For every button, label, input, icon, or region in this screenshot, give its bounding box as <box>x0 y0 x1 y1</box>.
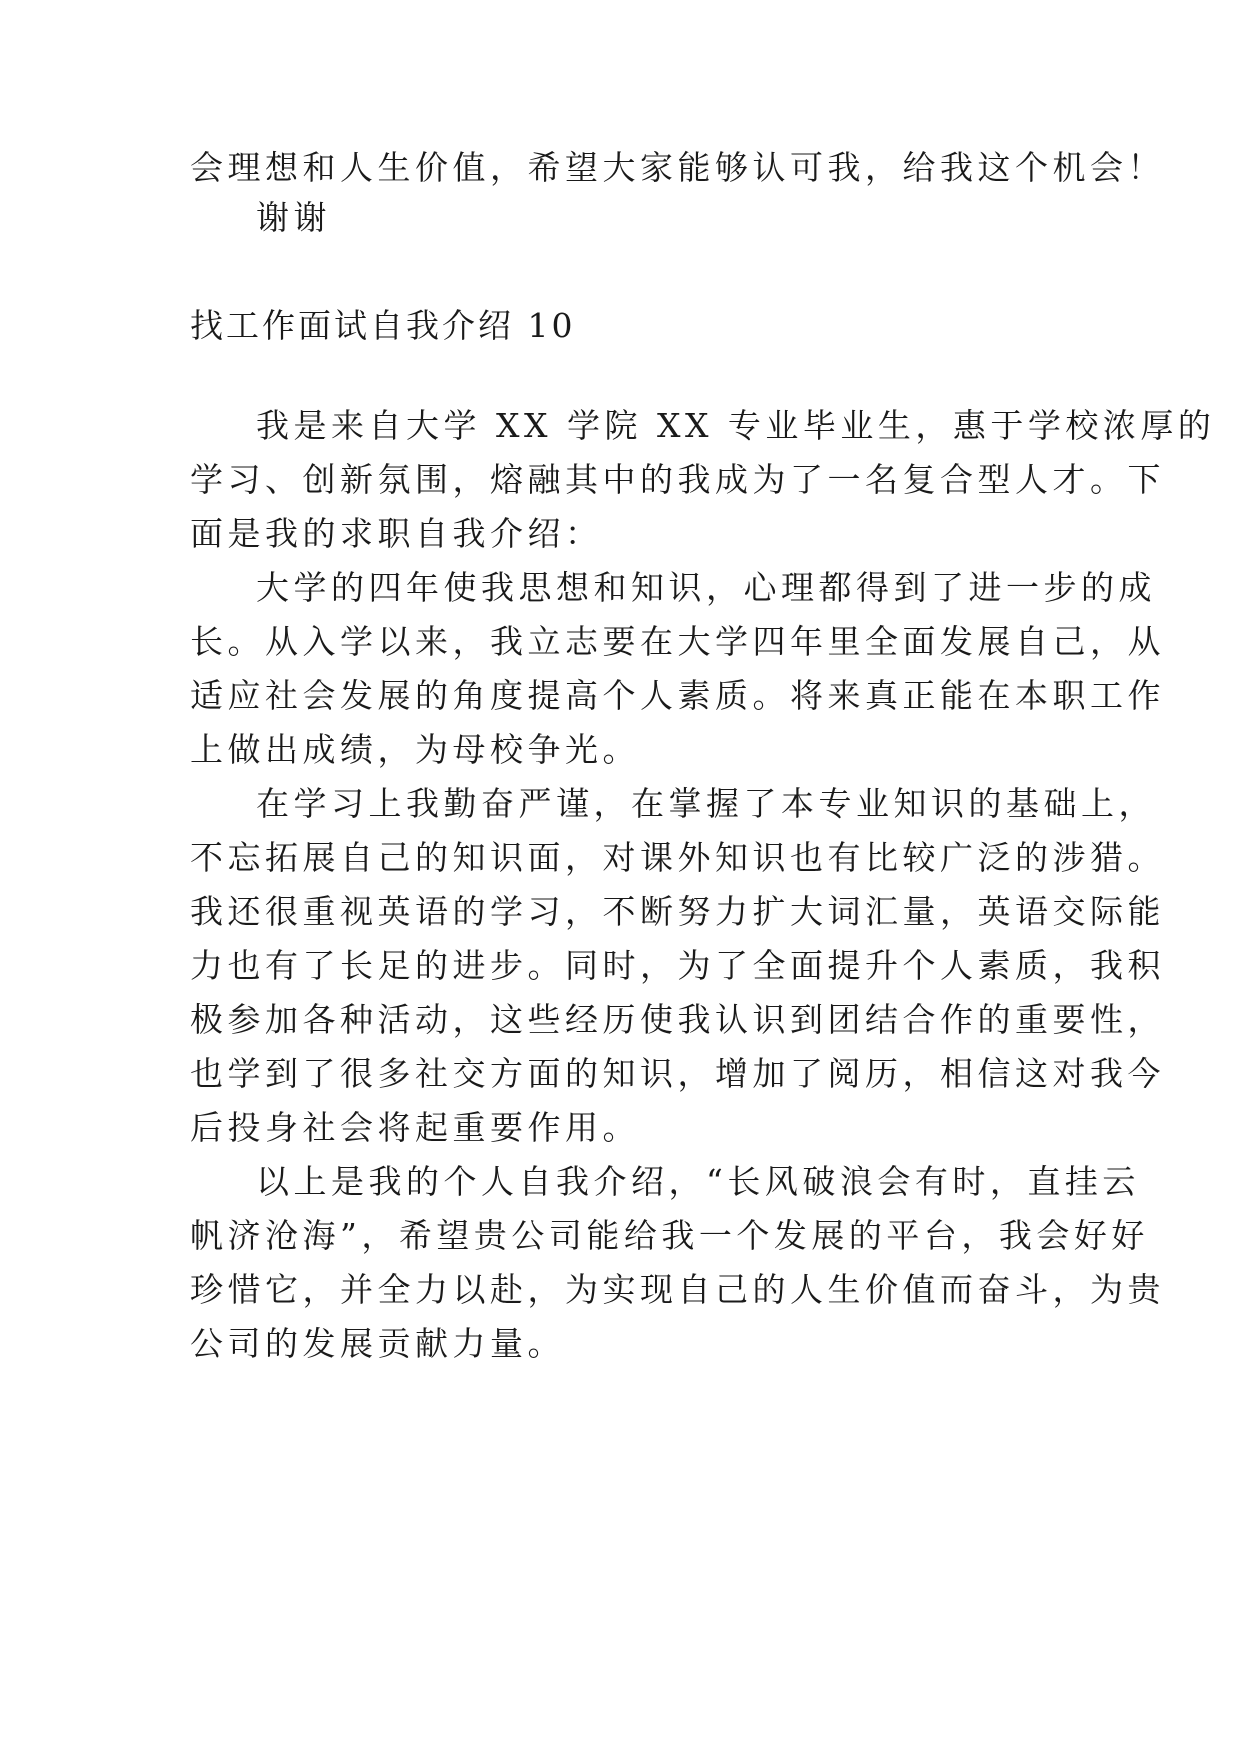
paragraph-line: 面是我的求职自我介绍： <box>190 514 603 553</box>
paragraph-line: 长。从入学以来，我立志要在大学四年里全面发展自己，从 <box>190 622 1165 661</box>
paragraph-line: 大学的四年使我思想和知识，心理都得到了进一步的成 <box>256 568 1156 607</box>
paragraph-line: 后投身社会将起重要作用。 <box>190 1108 640 1147</box>
paragraph-line: 会理想和人生价值，希望大家能够认可我，给我这个机会！ <box>190 148 1165 187</box>
paragraph-line: 也学到了很多社交方面的知识，增加了阅历，相信这对我今 <box>190 1054 1165 1093</box>
paragraph-line: 极参加各种活动，这些经历使我认识到团结合作的重要性， <box>190 1000 1165 1039</box>
paragraph-line: 珍惜它，并全力以赴，为实现自己的人生价值而奋斗，为贵 <box>190 1270 1165 1309</box>
paragraph-line: 以上是我的个人自我介绍，“长风破浪会有时，直挂云 <box>256 1162 1140 1201</box>
paragraph-line: 在学习上我勤奋严谨，在掌握了本专业知识的基础上， <box>256 784 1156 823</box>
section-heading: 找工作面试自我介绍 10 <box>190 306 576 345</box>
paragraph-line: 力也有了长足的进步。同时，为了全面提升个人素质，我积 <box>190 946 1165 985</box>
paragraph-line: 不忘拓展自己的知识面，对课外知识也有比较广泛的涉猎。 <box>190 838 1165 877</box>
paragraph-line: 公司的发展贡献力量。 <box>190 1324 565 1363</box>
paragraph-line: 上做出成绩，为母校争光。 <box>190 730 640 769</box>
closing-thanks: 谢谢 <box>256 198 331 237</box>
paragraph-line: 我还很重视英语的学习，不断努力扩大词汇量，英语交际能 <box>190 892 1165 931</box>
paragraph-line: 我是来自大学 XX 学院 XX 专业毕业生，惠于学校浓厚的 <box>256 406 1216 445</box>
paragraph-line: 学习、创新氛围，熔融其中的我成为了一名复合型人才。下 <box>190 460 1165 499</box>
paragraph-line: 适应社会发展的角度提高个人素质。将来真正能在本职工作 <box>190 676 1165 715</box>
paragraph-line: 帆济沧海”，希望贵公司能给我一个发展的平台，我会好好 <box>190 1216 1149 1255</box>
